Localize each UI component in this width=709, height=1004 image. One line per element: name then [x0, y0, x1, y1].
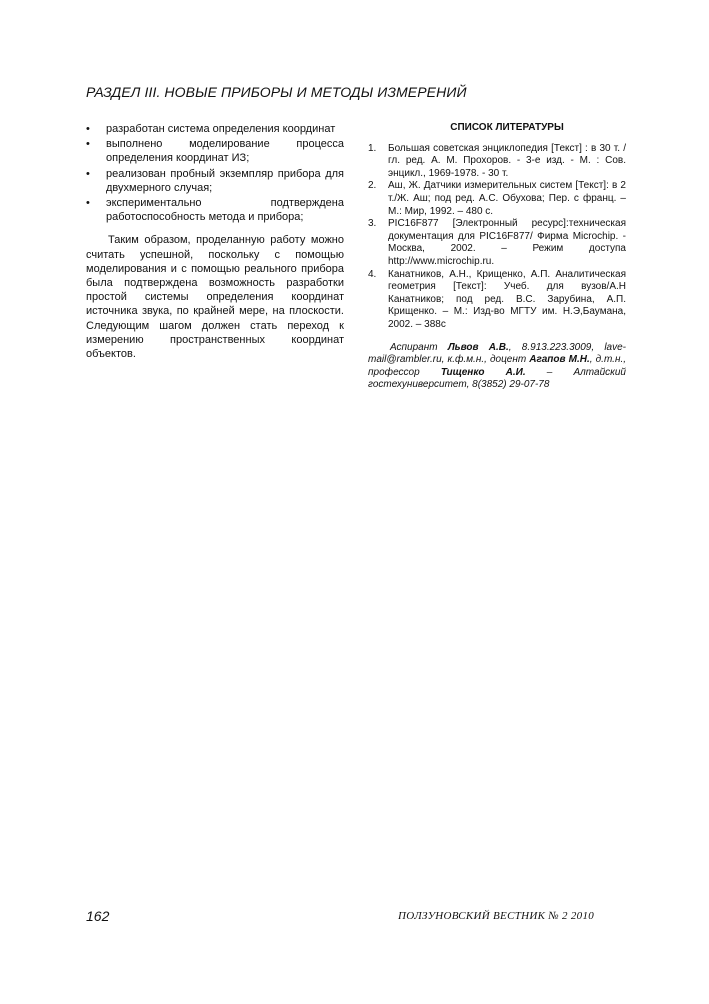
reference-text: Аш, Ж. Датчики измерительных систем [Текст]: в 2 т./Ж. Аш; под ред. А.С. Обухова; Пер. с франц. – М.: Мир, 1992. – 480 с.: [388, 180, 626, 217]
author-name: Агапов М.Н.: [529, 354, 590, 366]
list-item-text: реализован пробный экземпляр прибора для двухмерного случая;: [106, 167, 344, 194]
reference-number: 3.: [368, 218, 377, 230]
section-header: РАЗДЕЛ III. НОВЫЕ ПРИБОРЫ И МЕТОДЫ ИЗМЕРЕНИЙ: [86, 84, 467, 100]
right-column: [368, 122, 626, 402]
reference-item: [368, 180, 626, 218]
references-list: [368, 143, 626, 332]
reference-text: PIC16F877 [Электронный ресурс]:техническая документация для PIC16F877/ Фирма Microchip. - Москва, 2002. – Режим доступа http://www.microchip.ru.: [388, 218, 626, 267]
reference-text: Большая советская энциклопедия [Текст] : в 30 т. / гл. ред. А. М. Прохоров. - 3-е изд. - М. : Сов. энцикл., 1969-1978. - 30 т.: [388, 142, 626, 179]
bullet-marker: •: [86, 167, 90, 180]
reference-item: [368, 218, 626, 268]
reference-number: 4.: [368, 268, 377, 280]
list-item-text: разработан система определения координат: [106, 123, 336, 135]
list-item: [86, 137, 344, 165]
bullet-marker: •: [86, 123, 90, 135]
bullet-marker: •: [86, 138, 90, 151]
reference-number: 1.: [368, 142, 377, 154]
reference-number: 2.: [368, 180, 377, 192]
list-item: [86, 122, 344, 136]
page-number: 162: [86, 908, 110, 924]
reference-item: [368, 269, 626, 332]
author-text: – Алтайский гостехуниверситет, 8(3852) 29-07-78: [368, 366, 626, 391]
reference-item: [368, 143, 626, 181]
results-list: [86, 122, 344, 224]
author-text: Аспирант: [390, 341, 448, 353]
author-text: , д.т.н., профессор: [368, 354, 627, 378]
reference-text: Канатников, А.Н., Крищенко, А.П. Аналитическая геометрия [Текст]: Учеб. для вузов/А.Н Канатников; под ред. В.С. Зарубина, А.П. Крищенко. – М.: Изд-во МГТУ им. Н.Э,Баумана, 2002. – 388с: [388, 268, 626, 330]
conclusion-paragraph: Таким образом, проделанную работу можно считать успешной, поскольку с помощью моделирования и с помощью реального прибора была подтверждена возможность разработки простой системы определения координат источника звука, по крайней мере, на плоскости. Следующим шагом должен стать переход к измерению пространственных координат объектов.: [86, 234, 344, 361]
author-name: Львов А.В.: [447, 341, 509, 353]
author-info: [368, 342, 626, 392]
list-item: [86, 167, 344, 195]
author-name: Тищенко А.И.: [440, 366, 526, 378]
journal-name: ПОЛЗУНОВСКИЙ ВЕСТНИК № 2 2010: [398, 910, 595, 922]
left-column: [86, 122, 344, 372]
bullet-marker: •: [86, 197, 90, 210]
list-item-text: экспериментально подтверждена работоспособность метода и прибора;: [106, 197, 344, 224]
author-text: , 8.913.223.3009, lave-mail@rambler.ru, к.ф.м.н., доцент: [368, 341, 626, 366]
list-item-text: выполнено моделирование процесса определения координат ИЗ;: [106, 138, 344, 165]
references-title: СПИСОК ЛИТЕРАТУРЫ: [450, 122, 564, 133]
list-item: [86, 196, 344, 224]
